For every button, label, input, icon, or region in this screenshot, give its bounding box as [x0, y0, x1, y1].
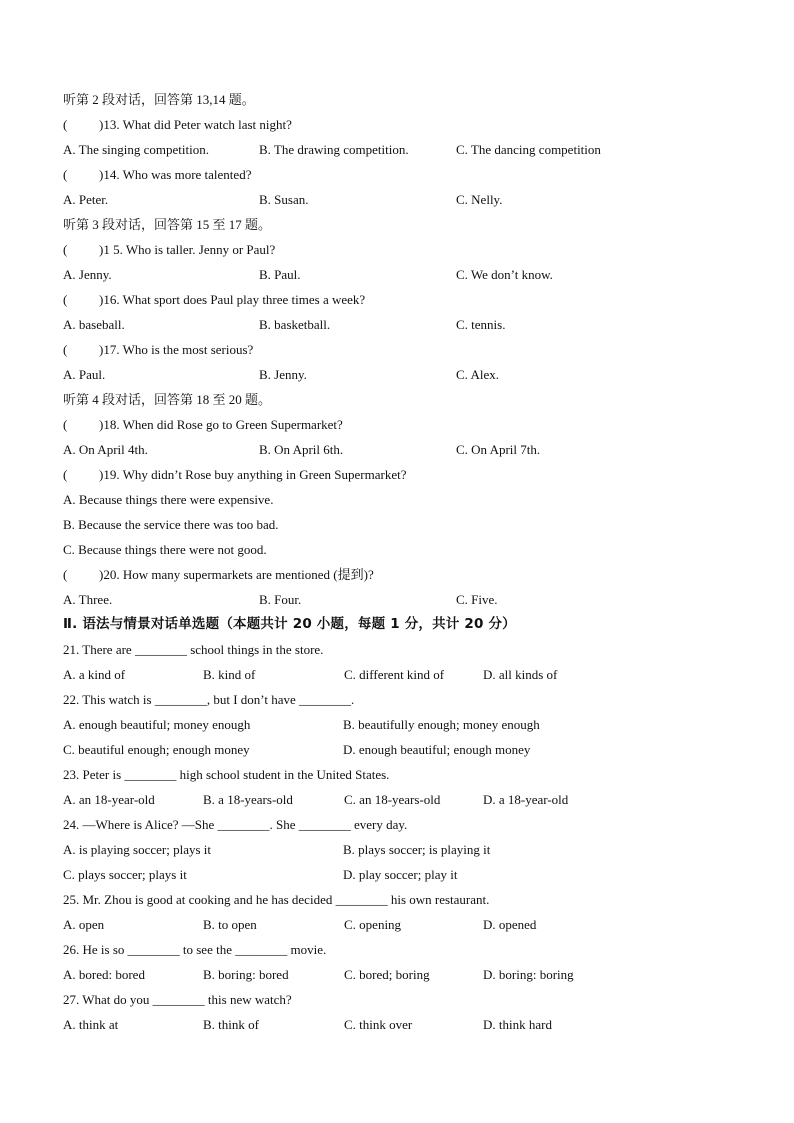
question-18-stem — [63, 412, 743, 437]
option-b: B. kind of — [203, 667, 256, 682]
option-c: C. an 18-years-old — [344, 792, 441, 807]
option-c: C. The dancing competition — [456, 142, 601, 157]
question-16-stem — [63, 287, 743, 312]
question-25-options — [63, 912, 743, 937]
question-27-stem: 27. What do you ________ this new watch? — [63, 992, 292, 1007]
option-b: B. Susan. — [259, 192, 309, 207]
option-d: D. opened — [483, 917, 537, 932]
option-c: C. plays soccer; plays it — [63, 867, 187, 882]
option-a: A. Three. — [63, 592, 113, 607]
option-b: B. Four. — [259, 592, 302, 607]
question-text: )18. When did Rose go to Green Supermarket? — [99, 417, 343, 432]
answer-paren: ( — [63, 292, 68, 307]
question-20-options — [63, 587, 743, 612]
answer-paren: ( — [63, 417, 68, 432]
question-24-options-cd — [63, 862, 743, 887]
option-b: B. boring: bored — [203, 967, 289, 982]
option-d: D. think hard — [483, 1017, 552, 1032]
option-b: B. basketball. — [259, 317, 331, 332]
option-c: C. Five. — [456, 592, 498, 607]
question-text: )20. How many supermarkets are mentioned (提到)? — [99, 567, 374, 582]
option-a: A. Paul. — [63, 367, 106, 382]
question-19-stem — [63, 462, 743, 487]
option-b: B. The drawing competition. — [259, 142, 409, 157]
question-27-options — [63, 1012, 743, 1037]
option-a: A. enough beautiful; money enough — [63, 717, 251, 732]
question-20-stem — [63, 562, 743, 587]
section-2-title: Ⅱ. 语法与情景对话单选题（本题共计 20 小题，每题 1 分，共计 20 分） — [63, 616, 516, 632]
option-b: B. to open — [203, 917, 257, 932]
option-a: A. Peter. — [63, 192, 109, 207]
answer-paren: ( — [63, 242, 68, 257]
option-b: B. On April 6th. — [259, 442, 344, 457]
option-a: A. On April 4th. — [63, 442, 148, 457]
part2-heading: 听第 2 段对话，回答第 13,14 题。 — [63, 92, 255, 107]
question-26-stem: 26. He is so ________ to see the ________ movie. — [63, 942, 327, 957]
option-c: C. tennis. — [456, 317, 506, 332]
option-d: D. play soccer; play it — [343, 867, 458, 882]
option-b: B. think of — [203, 1017, 259, 1032]
answer-paren: ( — [63, 567, 68, 582]
option-c: C. different kind of — [344, 667, 445, 682]
question-24-stem: 24. —Where is Alice? —She ________. She ________ every day. — [63, 817, 408, 832]
question-18-options — [63, 437, 743, 462]
question-13-stem — [63, 112, 743, 137]
option-c: C. Alex. — [456, 367, 499, 382]
question-text: )19. Why didn’t Rose buy anything in Green Supermarket? — [99, 467, 407, 482]
question-text: )17. Who is the most serious? — [99, 342, 254, 357]
option-a: A. The singing competition. — [63, 142, 209, 157]
question-text: )13. What did Peter watch last night? — [99, 117, 292, 132]
option-a: A. think at — [63, 1017, 119, 1032]
question-19-option-b: B. Because the service there was too bad. — [63, 517, 279, 532]
option-b: B. plays soccer; is playing it — [343, 842, 491, 857]
option-d: D. boring: boring — [483, 967, 574, 982]
option-c: C. bored; boring — [344, 967, 430, 982]
option-a: A. an 18-year-old — [63, 792, 155, 807]
question-25-stem: 25. Mr. Zhou is good at cooking and he has decided ________ his own restaurant. — [63, 892, 490, 907]
option-b: B. Paul. — [259, 267, 301, 282]
question-23-options — [63, 787, 743, 812]
question-22-options-cd — [63, 737, 743, 762]
question-24-options-ab — [63, 837, 743, 862]
question-19-option-a: A. Because things there were expensive. — [63, 492, 274, 507]
question-14-options — [63, 187, 743, 212]
question-text: )16. What sport does Paul play three times a week? — [99, 292, 366, 307]
question-26-options — [63, 962, 743, 987]
option-c: C. think over — [344, 1017, 413, 1032]
part4-heading: 听第 4 段对话，回答第 18 至 20 题。 — [63, 392, 272, 407]
option-d: D. enough beautiful; enough money — [343, 742, 531, 757]
question-22-options-ab — [63, 712, 743, 737]
question-22-stem: 22. This watch is ________, but I don’t have ________. — [63, 692, 355, 707]
answer-paren: ( — [63, 167, 68, 182]
answer-paren: ( — [63, 117, 68, 132]
question-16-options — [63, 312, 743, 337]
option-c: C. beautiful enough; enough money — [63, 742, 250, 757]
option-b: B. a 18-years-old — [203, 792, 293, 807]
question-13-options — [63, 137, 743, 162]
option-c: C. On April 7th. — [456, 442, 541, 457]
question-17-options — [63, 362, 743, 387]
option-c: C. We don’t know. — [456, 267, 553, 282]
option-a: A. Jenny. — [63, 267, 112, 282]
answer-paren: ( — [63, 467, 68, 482]
option-a: A. baseball. — [63, 317, 125, 332]
question-23-stem: 23. Peter is ________ high school student in the United States. — [63, 767, 390, 782]
question-15-options — [63, 262, 743, 287]
question-21-options — [63, 662, 743, 687]
exam-page — [63, 87, 743, 1037]
option-a: A. is playing soccer; plays it — [63, 842, 212, 857]
option-a: A. bored: bored — [63, 967, 145, 982]
option-a: A. a kind of — [63, 667, 126, 682]
question-15-stem — [63, 237, 743, 262]
question-19-option-c: C. Because things there were not good. — [63, 542, 267, 557]
question-14-stem — [63, 162, 743, 187]
option-c: C. opening — [344, 917, 402, 932]
question-21-stem: 21. There are ________ school things in the store. — [63, 642, 324, 657]
question-text: )14. Who was more talented? — [99, 167, 252, 182]
option-b: B. Jenny. — [259, 367, 307, 382]
option-d: D. a 18-year-old — [483, 792, 569, 807]
question-text: )1 5. Who is taller. Jenny or Paul? — [99, 242, 276, 257]
option-a: A. open — [63, 917, 105, 932]
question-17-stem — [63, 337, 743, 362]
part3-heading: 听第 3 段对话，回答第 15 至 17 题。 — [63, 217, 272, 232]
option-b: B. beautifully enough; money enough — [343, 717, 540, 732]
option-c: C. Nelly. — [456, 192, 503, 207]
answer-paren: ( — [63, 342, 68, 357]
option-d: D. all kinds of — [483, 667, 558, 682]
